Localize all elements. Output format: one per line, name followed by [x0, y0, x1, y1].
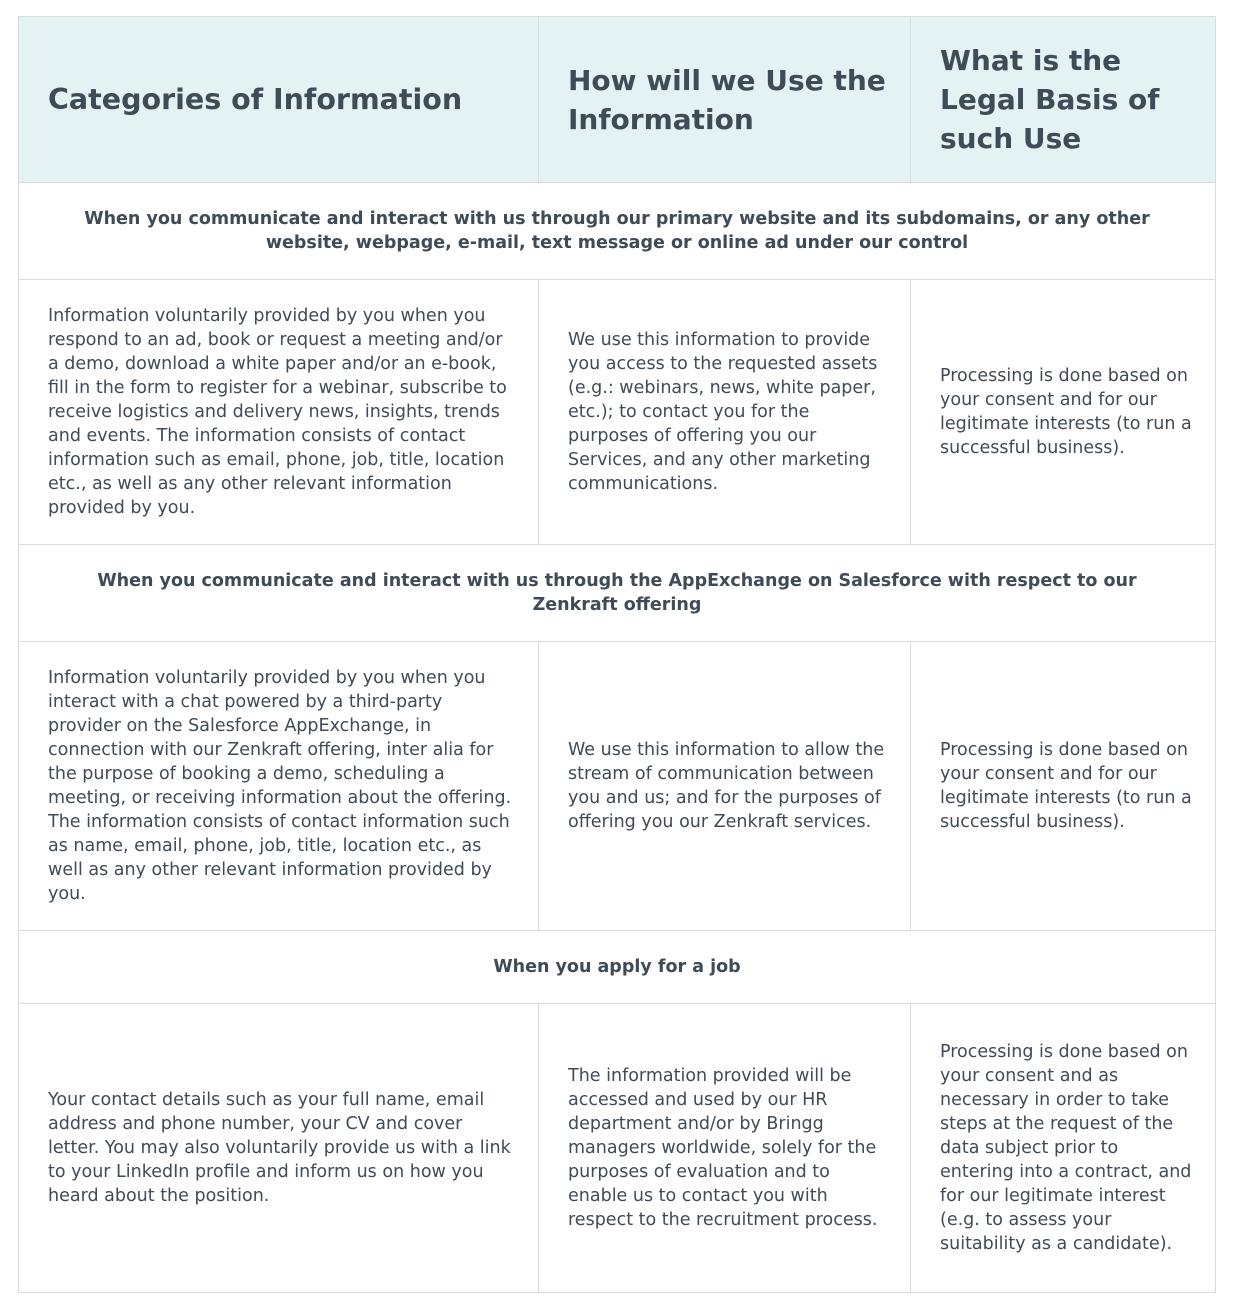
legal-basis-cell: Processing is done based on your consent and for our legitimate interests (to run a successful business). [911, 280, 1216, 545]
table-row [19, 642, 1216, 931]
section-row-appexchange [19, 545, 1216, 642]
use-cell: We use this information to provide you access to the requested assets (e.g.: webinars, news, white paper, etc.); to contact you for the purposes of offering you our Services, and any other marketing communications. [539, 280, 911, 545]
header-legal-basis: What is the Legal Basis of such Use [911, 17, 1216, 183]
section-title: When you communicate and interact with us through our primary website and its subdomains, or any other website, webpage, e-mail, text message or online ad under our control [19, 183, 1216, 280]
section-title: When you apply for a job [19, 931, 1216, 1004]
legal-basis-cell: Processing is done based on your consent and as necessary in order to take steps at the request of the data subject prior to entering into a contract, and for our legitimate interest (e.g. to assess your suitability as a candidate). [911, 1004, 1216, 1293]
header-categories: Categories of Information [19, 17, 539, 183]
category-cell: Information voluntarily provided by you when you respond to an ad, book or request a meeting and/or a demo, download a white paper and/or an e-book, fill in the form to register for a webinar, subscribe to receive logistics and delivery news, insights, trends and events. The information consists of contact information such as email, phone, job, title, location etc., as well as any other relevant information provided by you. [19, 280, 539, 545]
use-cell: The information provided will be accessed and used by our HR department and/or by Bringg managers worldwide, solely for the purposes of evaluation and to enable us to contact you with respect to the recruitment process. [539, 1004, 911, 1293]
section-row-website [19, 183, 1216, 280]
section-row-job [19, 931, 1216, 1004]
category-cell: Information voluntarily provided by you when you interact with a chat powered by a third-party provider on the Salesforce AppExchange, in connection with our Zenkraft offering, inter alia for the purpose of booking a demo, scheduling a meeting, or receiving information about the offering. The information consists of contact information such as name, email, phone, job, title, location etc., as well as any other relevant information provided by you. [19, 642, 539, 931]
header-use: How will we Use the Information [539, 17, 911, 183]
use-cell: We use this information to allow the stream of communication between you and us; and for the purposes of offering you our Zenkraft services. [539, 642, 911, 931]
table-header [19, 17, 1216, 183]
header-row [19, 17, 1216, 183]
legal-basis-cell: Processing is done based on your consent and for our legitimate interests (to run a successful business). [911, 642, 1216, 931]
table-row [19, 1004, 1216, 1293]
privacy-table-container [18, 16, 1215, 1293]
section-title: When you communicate and interact with us through the AppExchange on Salesforce with respect to our Zenkraft offering [19, 545, 1216, 642]
category-cell: Your contact details such as your full name, email address and phone number, your CV and cover letter. You may also voluntarily provide us with a link to your LinkedIn profile and inform us on how you heard about the position. [19, 1004, 539, 1293]
table-body [19, 183, 1216, 1293]
privacy-information-table [18, 16, 1216, 1293]
table-row [19, 280, 1216, 545]
